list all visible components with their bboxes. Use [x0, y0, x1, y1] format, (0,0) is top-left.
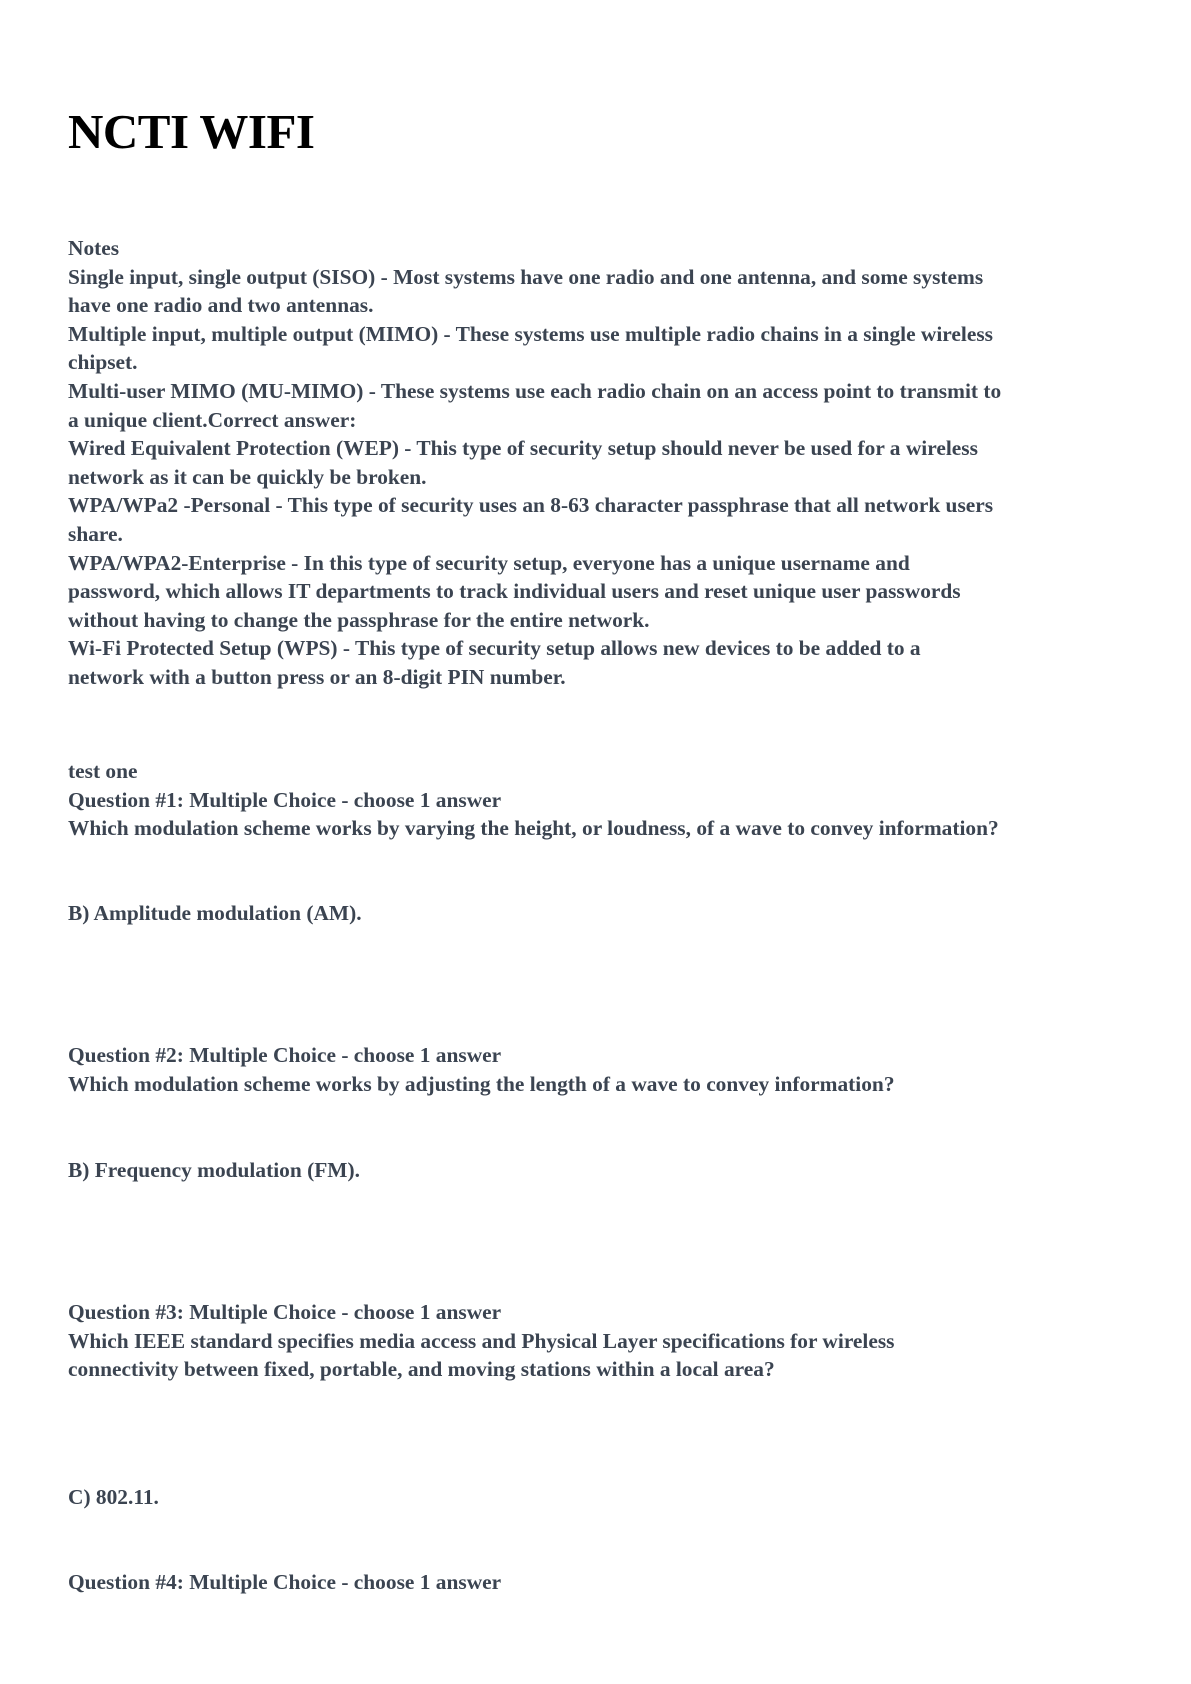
- document-title: NCTI WIFI: [68, 104, 315, 159]
- notes-line: without having to change the passphrase for the entire network.: [68, 607, 650, 632]
- question-1-label: Question #1: Multiple Choice - choose 1 answer: [68, 787, 502, 812]
- notes-line: chipset.: [68, 350, 138, 375]
- question-2-answer: B) Frequency modulation (FM).: [68, 1158, 360, 1182]
- question-2-block: [68, 1041, 1134, 1098]
- notes-line: Wi-Fi Protected Setup (WPS) - This type of security setup allows new devices to be added to a: [68, 636, 921, 661]
- question-3-text: Which IEEE standard specifies media access and Physical Layer specifications for wireless: [68, 1328, 895, 1353]
- notes-line: Multi-user MIMO (MU-MIMO) - These systems use each radio chain on an access point to transmit to: [68, 378, 1002, 403]
- question-3-block: [68, 1298, 1134, 1384]
- notes-line: Multiple input, multiple output (MIMO) - These systems use multiple radio chains in a single wireless: [68, 321, 993, 346]
- notes-line: password, which allows IT departments to track individual users and reset unique user passwords: [68, 579, 961, 604]
- question-1-answer-block: [68, 899, 1134, 928]
- question-4-label: Question #4: Multiple Choice - choose 1 answer: [68, 1570, 502, 1594]
- notes-line: share.: [68, 521, 123, 546]
- question-1-answer: B) Amplitude modulation (AM).: [68, 901, 362, 925]
- notes-line: Single input, single output (SISO) - Most systems have one radio and one antenna, and some systems: [68, 264, 984, 289]
- question-3-answer-block: [68, 1483, 1134, 1512]
- notes-line: a unique client.Correct answer:: [68, 407, 357, 432]
- notes-heading: Notes: [68, 236, 120, 260]
- test-heading: test one: [68, 759, 138, 783]
- question-4-block: [68, 1568, 1134, 1597]
- question-3-label: Question #3: Multiple Choice - choose 1 answer: [68, 1300, 502, 1324]
- notes-line: Wired Equivalent Protection (WEP) - This type of security setup should never be used for a wireless: [68, 436, 978, 461]
- notes-line: have one radio and two antennas.: [68, 293, 374, 318]
- notes-line: network as it can be quickly be broken.: [68, 464, 427, 489]
- notes-section: [68, 234, 1134, 692]
- question-3-text: connectivity between fixed, portable, and moving stations within a local area?: [68, 1357, 775, 1382]
- question-3-answer: C) 802.11.: [68, 1485, 159, 1509]
- notes-line: WPA/WPA2-Enterprise - In this type of security setup, everyone has a unique username and: [68, 550, 910, 575]
- question-2-answer-block: [68, 1156, 1134, 1185]
- test-section-q1: [68, 757, 1134, 843]
- question-2-text: Which modulation scheme works by adjusting the length of a wave to convey information?: [68, 1071, 895, 1096]
- question-2-label: Question #2: Multiple Choice - choose 1 answer: [68, 1043, 502, 1067]
- notes-line: network with a button press or an 8-digit PIN number.: [68, 664, 566, 689]
- question-1-text: Which modulation scheme works by varying the height, or loudness, of a wave to convey information?: [68, 816, 999, 841]
- notes-line: WPA/WPa2 -Personal - This type of security uses an 8-63 character passphrase that all network users: [68, 493, 994, 518]
